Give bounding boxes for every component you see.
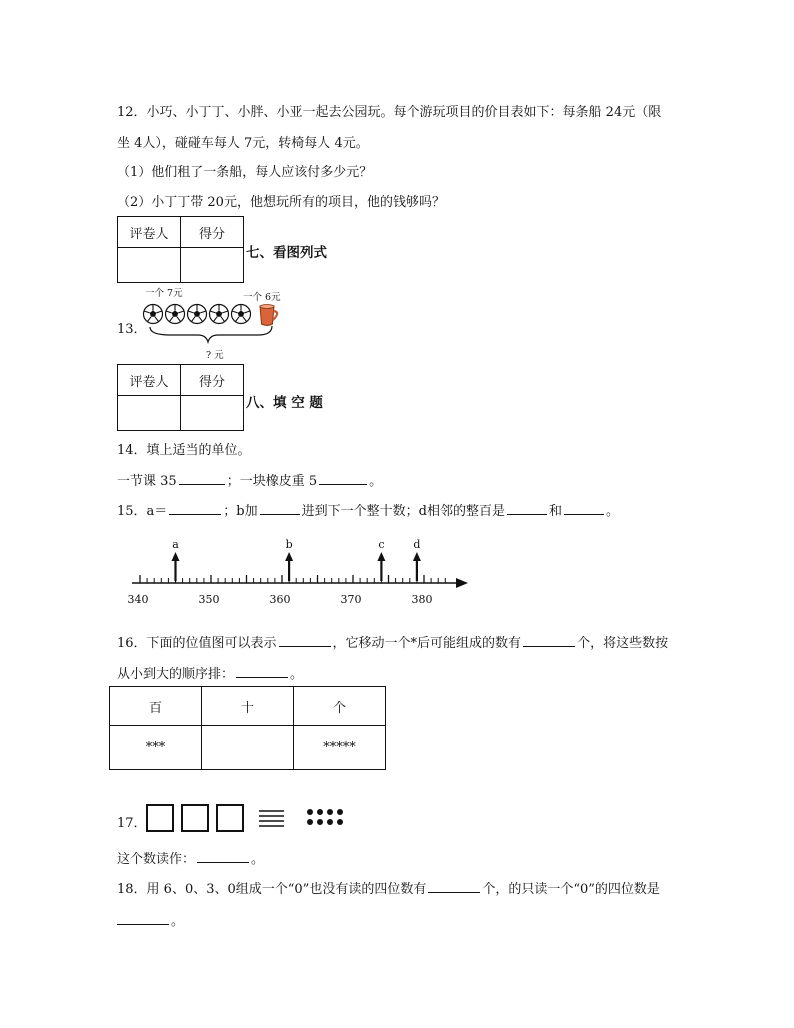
answer-blank[interactable] — [197, 850, 249, 863]
score-box-2 — [117, 364, 244, 431]
marker-letter: d — [413, 538, 421, 551]
answer-blank[interactable] — [117, 912, 169, 925]
marker-letter: b — [285, 538, 293, 551]
tick-label: 340 — [127, 593, 149, 606]
total-price-label: ? 元 — [206, 350, 224, 361]
q17-read-line — [117, 848, 264, 867]
axis-arrow — [456, 578, 468, 588]
tick-label: 360 — [269, 593, 291, 606]
q13-picture — [140, 300, 290, 350]
q15-p4: 和 — [548, 504, 562, 519]
score-score-cell — [181, 248, 244, 283]
answer-blank[interactable] — [507, 502, 547, 515]
place-value-table — [109, 686, 386, 770]
tick-label: 350 — [198, 593, 220, 606]
soccer-ball-icon — [166, 305, 185, 324]
q17-number: 17． — [117, 816, 147, 831]
marker-letter: c — [378, 538, 385, 551]
q12-sub2: （2）小丁丁带 20元，他想玩所有的项目，他的钱够吗？ — [117, 195, 445, 210]
score-reviewer-cell — [118, 248, 181, 283]
answer-blank[interactable] — [236, 665, 288, 678]
score-reviewer-label: 评卷人 — [118, 217, 181, 248]
q13-number: 13． — [117, 322, 147, 337]
score-reviewer-label: 评卷人 — [118, 365, 181, 396]
cup-price-label: 一个 6元 — [243, 292, 281, 303]
q15-p2: ；b加 — [223, 504, 258, 519]
score-score-label: 得分 — [181, 217, 244, 248]
q14-fill-end: 。 — [369, 474, 383, 489]
cup-icon — [260, 305, 277, 326]
ten-strips — [258, 808, 288, 832]
q12-line1: 12．小巧、小丁丁、小胖、小亚一起去公园玩。每个游玩项目的价目表如下：每条船 24元（限 — [117, 105, 662, 120]
soccer-ball-icon — [188, 305, 207, 324]
answer-blank[interactable] — [179, 472, 225, 485]
ball-price-label: 一个 7元 — [145, 288, 183, 299]
marker-arrowhead — [172, 552, 180, 561]
q17-read-a: 这个数读作： — [117, 852, 196, 867]
q15-text — [117, 500, 619, 519]
q16-line1 — [117, 632, 668, 651]
q14-text: 14．填上适当的单位。 — [117, 443, 251, 458]
total-brace — [150, 326, 272, 342]
tick-label: 380 — [411, 593, 433, 606]
q16-line2 — [117, 663, 303, 682]
section-title-7: 七、看图列式 — [246, 245, 327, 261]
marker-letter: a — [172, 538, 179, 551]
q16-line1-b: ，它移动一个*后可能组成的数有 — [332, 636, 522, 651]
marker-arrowhead — [285, 552, 293, 561]
soccer-ball-icon — [210, 305, 229, 324]
section-title-8: 八、填 空 题 — [246, 395, 323, 411]
marker-arrowhead — [413, 552, 421, 561]
q16-line2-b: 。 — [290, 667, 304, 682]
score-score-cell — [181, 396, 244, 431]
q15-p5: 。 — [605, 504, 619, 519]
q18-line1-b: 个，的只读一个“0”的四位数是 — [482, 882, 660, 897]
answer-blank[interactable] — [428, 880, 480, 893]
score-score-label: 得分 — [181, 365, 244, 396]
answer-blank[interactable] — [523, 634, 575, 647]
q16-line2-a: 从小到大的顺序排： — [117, 667, 235, 682]
q14-fill-sep: ；一块橡皮重 5 — [226, 474, 318, 489]
unit-dots — [306, 808, 350, 828]
answer-blank[interactable] — [169, 502, 221, 515]
q16-line1-c: 个，将这些数按 — [577, 636, 669, 651]
header-tens: 十 — [202, 687, 294, 726]
soccer-ball-icon — [144, 305, 163, 324]
answer-blank[interactable] — [564, 502, 604, 515]
q18-line2 — [117, 910, 184, 929]
q18-line1-a: 18．用 6、0、3、0组成一个“0”也没有读的四位数有 — [117, 882, 427, 897]
q18-line2-b: 。 — [171, 914, 185, 929]
score-box-1 — [117, 216, 244, 283]
tick-label: 370 — [340, 593, 362, 606]
answer-blank[interactable] — [279, 634, 331, 647]
q17-read-b: 。 — [251, 852, 265, 867]
q14-fill-a: 一节课 35 — [117, 474, 177, 489]
q15-p1: 15．a＝ — [117, 504, 168, 519]
score-reviewer-cell — [118, 396, 181, 431]
q14-fill-line — [117, 470, 382, 489]
q15-p3: 进到下一个整十数；d相邻的整百是 — [301, 504, 505, 519]
cell-ones: ***** — [294, 726, 386, 770]
soccer-balls — [144, 305, 251, 324]
cell-tens — [202, 726, 294, 770]
soccer-ball-icon — [232, 305, 251, 324]
cell-hundreds: *** — [110, 726, 202, 770]
q12-sub1: （1）他们租了一条船，每人应该付多少元？ — [117, 165, 373, 180]
thousand-square — [216, 804, 244, 832]
thousand-square — [181, 804, 209, 832]
header-hundreds: 百 — [110, 687, 202, 726]
header-ones: 个 — [294, 687, 386, 726]
thousand-square — [146, 804, 174, 832]
marker-arrowhead — [377, 552, 385, 561]
q12-line2: 坐 4人），碰碰车每人 7元，转椅每人 4元。 — [117, 136, 369, 151]
answer-blank[interactable] — [260, 502, 300, 515]
q18-line1 — [117, 878, 660, 897]
number-line — [110, 530, 480, 615]
q16-line1-a: 16．下面的位值图可以表示 — [117, 636, 277, 651]
answer-blank[interactable] — [319, 472, 367, 485]
